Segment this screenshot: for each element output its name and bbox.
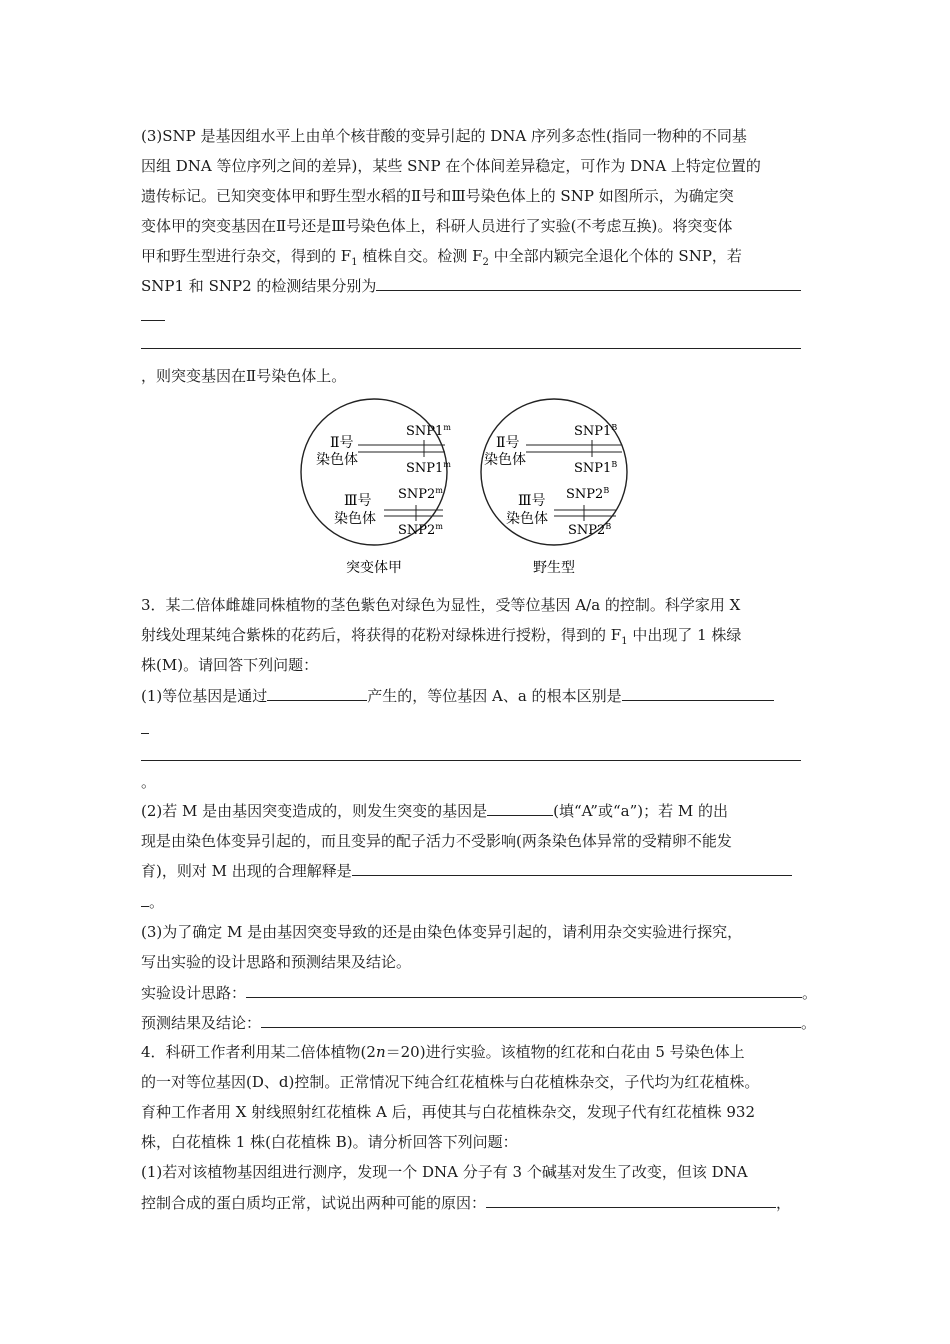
mutant-snp1-top: SNP1$^m$ (406, 423, 451, 439)
answer-blank-q3-2b-cont[interactable] (141, 892, 149, 907)
answer-blank-q3-1c[interactable] (141, 760, 801, 761)
wild-chr2-label-2: 染色体 (484, 452, 526, 468)
q3-part2-line2: 现是由染色体变异引起的，而且变异的配子活力不受影响(两条染色体异常的受精卵不能发 (141, 832, 732, 850)
q3-line2: 射线处理某纯合紫株的花药后，将获得的花粉对绿株进行授粉，得到的 $F_1$ 中出现了 1 株绿 (141, 626, 742, 647)
answer-blank-q3-2b[interactable] (352, 861, 792, 876)
mutant-chr3-label-1: Ⅲ号 (344, 493, 372, 509)
wild-snp1-bottom: $SNP1^B$ (574, 460, 618, 476)
q4-line3: 育种工作者用 X 射线照射红花植株 A 后，再使其与白花植株杂交，发现子代有红花植株 932 (141, 1103, 755, 1121)
q3-part1-end: 。 (141, 773, 157, 791)
mutant-caption: 突变体甲 (346, 560, 402, 576)
q3-part2-line1: (2)若 M 是由基因突变造成的，则发生突变的基因是 (填“A”或“a”)；若 M 的出 (141, 802, 729, 820)
answer-blank-q3-1b-cont[interactable] (141, 733, 149, 734)
answer-blank-design[interactable] (246, 983, 802, 998)
q3-result: 预测结果及结论： 。 (141, 1014, 817, 1032)
q2-p3-line9: ，则突变基因在Ⅱ号染色体上。 (141, 367, 347, 385)
q3-part3-line2: 写出实验的设计思路和预测结果及结论。 (141, 953, 412, 971)
mutant-chr2-label-2: 染色体 (316, 452, 358, 468)
wild-snp1-top: $SNP1^B$ (574, 423, 618, 439)
mutant-snp2-bottom: SNP2$^m$ (398, 522, 443, 538)
wild-diagram (481, 399, 627, 576)
q3-part1: (1)等位基因是通过 产生的，等位基因 A、a 的根本区别是 (141, 686, 774, 706)
wild-chr2-label-1: Ⅱ号 (496, 435, 520, 451)
q2-p3-line2: 因组 DNA 等位序列之间的差异)，某些 SNP 在个体间差异稳定，可作为 DNA 上特定位置的 (141, 157, 761, 175)
wild-snp2-top: $SNP2^B$ (566, 486, 610, 502)
q2-p3-line5: 甲和野生型进行杂交，得到的 $F_1$ 植株自交。检测 $F_2$ 中全部内颖完全退化个体的 SNP，若 (141, 247, 742, 268)
mutant-chr3-label-2: 染色体 (334, 511, 376, 527)
q4-line5: (1)若对该植物基因组进行测序，发现一个 DNA 分子有 3 个碱基对发生了改变，但该 DNA (141, 1163, 748, 1181)
answer-blank-q3-1a[interactable] (267, 686, 367, 701)
q3-part2-line3: 育)，则对 M 出现的合理解释是 (141, 861, 792, 881)
q3-line1: 3．某二倍体雌雄同株植物的茎色紫色对绿色为显性，受等位基因 A/a 的控制。科学家用 X (141, 596, 741, 614)
q4-line1: 4．科研工作者利用某二倍体植物(2n＝20)进行实验。该植物的红花和白花由 5 号染色体上 (141, 1043, 745, 1061)
q2-p3-line6: SNP1 和 SNP2 的检测结果分别为 (141, 276, 801, 296)
wild-chr3-label-1: Ⅲ号 (518, 493, 546, 509)
answer-blank-cont[interactable] (141, 320, 165, 321)
wild-chr3-label-2: 染色体 (506, 511, 548, 527)
q3-part3-line1: (3)为了确定 M 是由基因突变导致的还是由染色体变异引起的，请利用杂交实验进行探究， (141, 923, 743, 941)
answer-blank-line[interactable] (141, 348, 801, 349)
mutant-snp2-top: SNP2$^m$ (398, 486, 443, 502)
q4-line2: 的一对等位基因(D、d)控制。正常情况下纯合红花植株与白花植株杂交，子代均为红花植株。 (141, 1073, 760, 1091)
q3-design: 实验设计思路： 。 (141, 984, 818, 1002)
answer-blank-q3-2a[interactable] (487, 801, 553, 816)
answer-blank-snp[interactable] (376, 276, 801, 291)
mutant-diagram (301, 399, 451, 576)
q4-line4: 株，白花植株 1 株(白花植株 B)。请分析回答下列问题： (141, 1133, 518, 1151)
answer-blank-q3-1b[interactable] (622, 686, 774, 701)
answer-blank-q4-1[interactable] (486, 1193, 776, 1208)
wild-snp2-bottom: $SNP2^B$ (568, 522, 612, 538)
q3-part2-end: 。 (141, 892, 164, 912)
snp-chromosome-figure (300, 392, 640, 582)
q2-p3-line1: (3)SNP 是基因组水平上由单个核苷酸的变异引起的 DNA 序列多态性(指同一物种的不同基 (141, 127, 747, 145)
q3-line3: 株(M)。请回答下列问题： (141, 656, 319, 674)
answer-blank-result[interactable] (261, 1013, 801, 1028)
mutant-snp1-bottom: SNP1$^m$ (406, 460, 451, 476)
q2-p3-line4: 变体甲的突变基因在Ⅱ号还是Ⅲ号染色体上，科研人员进行了实验(不考虑互换)。将突变体 (141, 217, 733, 235)
mutant-chr2-label-1: Ⅱ号 (330, 435, 354, 451)
q2-p3-line3: 遗传标记。已知突变体甲和野生型水稻的Ⅱ号和Ⅲ号染色体上的 SNP 如图所示，为确定突 (141, 187, 734, 205)
wild-caption: 野生型 (533, 560, 575, 576)
q4-line6: 控制合成的蛋白质均正常，试说出两种可能的原因： ， (141, 1194, 792, 1212)
